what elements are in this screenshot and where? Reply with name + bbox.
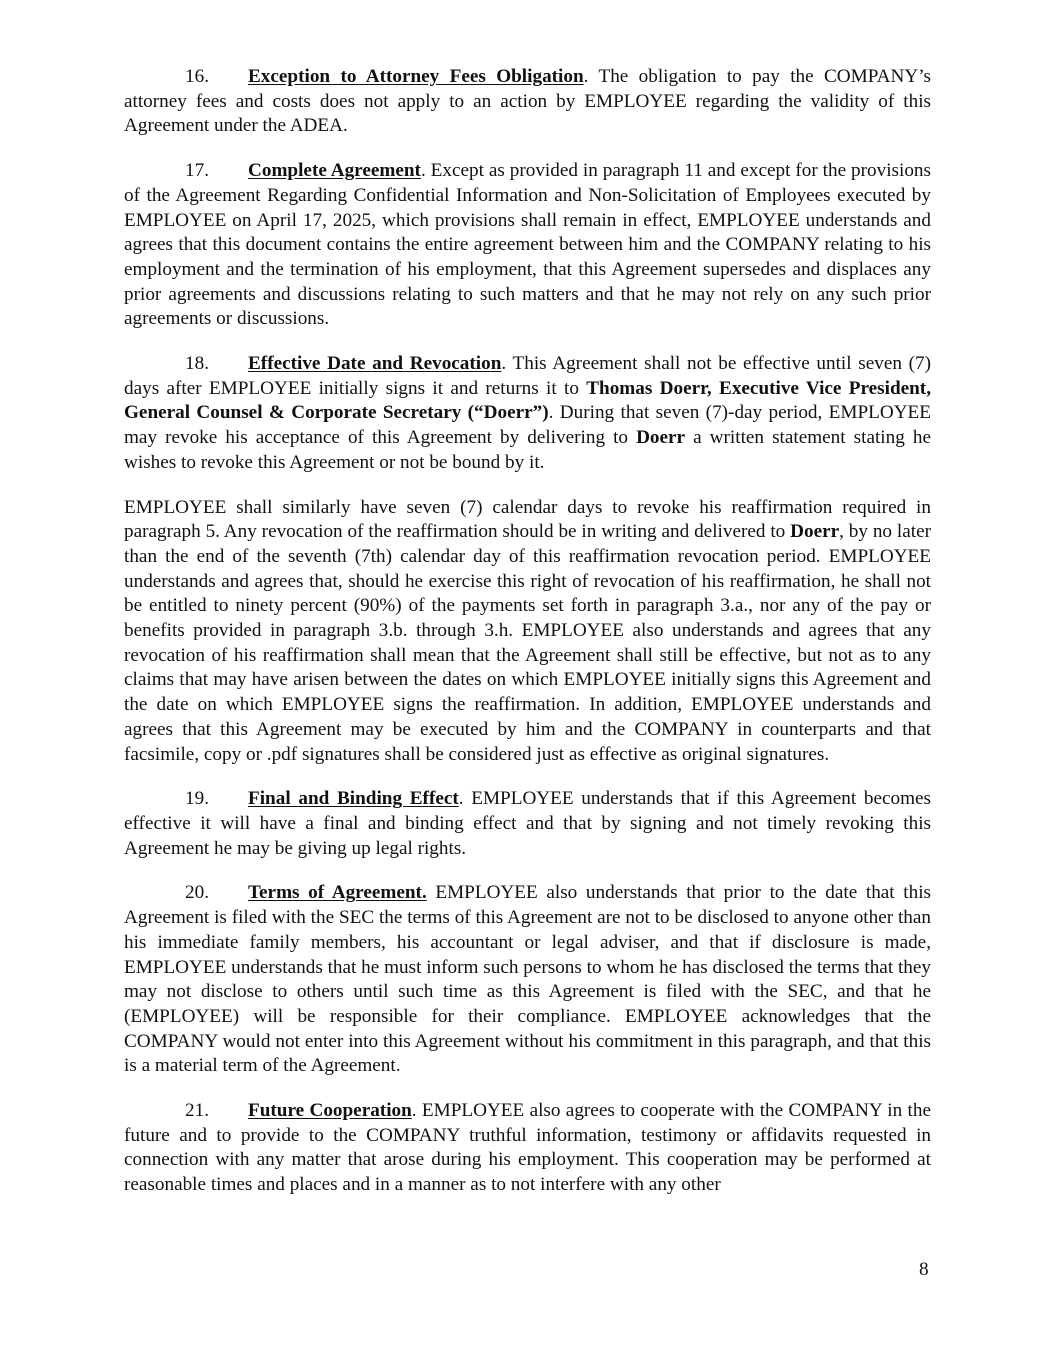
paragraph-text: . During that seven (7)-day period, EMPLOYEE may revoke his acceptance of this Agreement by delivering to [124, 402, 931, 449]
paragraph-text: . The obligation to pay the COMPANY’s attorney fees and costs does not apply to an action by EMPLOYEE regarding the validity of this Agreement under the ADEA. [124, 66, 931, 137]
paragraph-heading: Final and Binding Effect [248, 788, 459, 810]
paragraph-heading: Effective Date and Revocation [248, 353, 502, 375]
paragraph-text: . Except as provided in paragraph 11 and except for the provisions of the Agreement Regarding Confidential Information and Non-Solicitation of Employees executed by EMPLOYEE on April 17, 2025, which provisions shall remain in effect, EMPLOYEE understands and agrees that this document contains the entire agreement between him and the COMPANY relating to his employment and the termination of his employment, that this Agreement supersedes and displaces any prior agreements and discussions relating to such matters and that he may not rely on any such prior agreements or discussions. [124, 160, 931, 330]
paragraph-heading: Terms of Agreement. [248, 882, 427, 904]
paragraph-21 [124, 1099, 931, 1198]
paragraph-18 [124, 352, 931, 476]
paragraph-text: . This Agreement shall not be effective until seven (7) days after EMPLOYEE initially signs it and returns it to [124, 353, 931, 399]
paragraph-text: . EMPLOYEE also agrees to cooperate with the COMPANY in the future and to provide to the COMPANY truthful information, testimony or affidavits requested in connection with any matter that arose during his employment. This cooperation may be performed at reasonable times and places and in a manner as to not interfere with any other [124, 1100, 931, 1196]
paragraph-text: EMPLOYEE shall similarly have seven (7) calendar days to revoke his reaffirmation required in paragraph 5. Any revocation of the reaffirmation should be in writing and delivered to [124, 496, 931, 543]
paragraph-number: 20. [185, 882, 209, 904]
paragraph-number: 17. [185, 160, 209, 182]
paragraph-number: 18. [185, 353, 209, 375]
paragraph-heading: Future Cooperation [248, 1100, 412, 1122]
document-page [124, 65, 931, 1218]
bold-name: Doerr [790, 521, 840, 543]
page-number: 8 [919, 1259, 929, 1280]
paragraph-text: a written statement stating he wishes to revoke this Agreement or not be bound by it. [124, 427, 931, 473]
paragraph-text: , by no later than the end of the seventh (7th) calendar day of this reaffirmation revocation period. EMPLOYEE understands and agrees that, should he exercise this right of revocation of his reaffirmation, he shall not be entitled to ninety percent (90%) of the payments set forth in paragraph 3.a., nor any of the pay or benefits provided in paragraph 3.b. through 3.h. EMPLOYEE also understands and agrees that any revocation of his reaffirmation shall mean that the Agreement shall still be effective, but not as to any claims that may have arisen between the dates on which EMPLOYEE initially signs this Agreement and the date on which EMPLOYEE signs the reaffirmation. In addition, EMPLOYEE understands and agrees that this Agreement may be executed by him and the COMPANY in counterparts and that facsimile, copy or .pdf signatures shall be considered just as effective as original signatures. [124, 521, 931, 765]
paragraph-text: . EMPLOYEE understands that if this Agreement becomes effective it will have a final and binding effect and that by signing and not timely revoking this Agreement he may be giving up legal rights. [124, 788, 931, 859]
paragraph-17 [124, 159, 931, 332]
paragraph-heading: Exception to Attorney Fees Obligation [248, 66, 584, 87]
paragraph-number: 16. [185, 66, 209, 87]
paragraph-heading: Complete Agreement [248, 160, 421, 182]
bold-name: Doerr [636, 427, 686, 449]
paragraph-number: 19. [185, 788, 209, 810]
paragraph-18-continued [124, 496, 931, 768]
bold-name: Thomas Doerr, Executive Vice President, General Counsel & Corporate Secretary (“Doerr”) [124, 377, 931, 424]
paragraph-19 [124, 787, 931, 861]
paragraph-16 [124, 65, 931, 139]
paragraph-number: 21. [185, 1100, 209, 1122]
paragraph-text: EMPLOYEE also understands that prior to the date that this Agreement is filed with the SEC the terms of this Agreement are not to be disclosed to anyone other than his immediate family members, his accountant or legal adviser, and that if disclosure is made, EMPLOYEE understands that he must inform such persons to whom he has disclosed the terms that they may not disclose to others until such time as this Agreement is filed with the SEC, and that he (EMPLOYEE) will be responsible for their compliance. EMPLOYEE acknowledges that the COMPANY would not enter into this Agreement without his commitment in this paragraph, and that this is a material term of the Agreement. [124, 882, 931, 1077]
paragraph-20 [124, 881, 931, 1079]
